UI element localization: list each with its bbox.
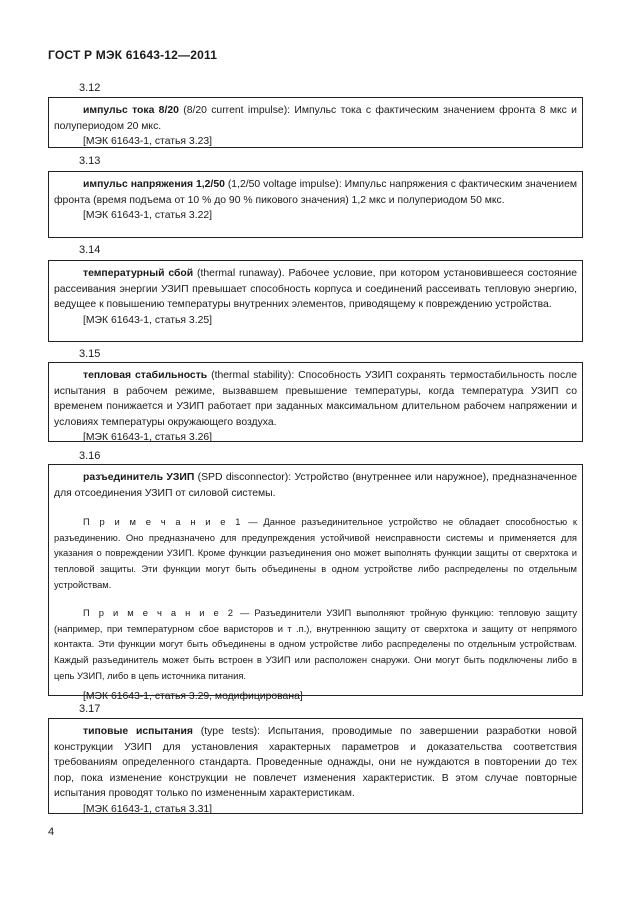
reference: [МЭК 61643-1, статья 3.31] xyxy=(83,803,213,815)
entry-number: 3.12 xyxy=(79,82,101,94)
note-text: — Данное разъединительное устройство не обладает способностью к разъединению. Оно предназначено для предупреждения устойчивой неисправности системы и применяется для указания о повреждении УЗИП. Кроме функции разъединения оно может выполнять функции защиты от сверхтока и тепловой защиты. Эти функции могут быть объединены в одном устройстве либо распределены по отдельным устройствам. xyxy=(54,516,577,590)
reference: [МЭК 61643-1, статья 3.25] xyxy=(83,314,213,326)
definition-box xyxy=(48,97,583,148)
entry-number: 3.13 xyxy=(79,155,101,167)
definition-text xyxy=(54,368,577,430)
definition-text xyxy=(54,177,577,208)
entry-number: 3.15 xyxy=(79,348,101,360)
definition-text xyxy=(54,103,577,134)
page-number: 4 xyxy=(48,826,55,838)
note-text: — Разъединители УЗИП выполняют тройную функцию: тепловую защиту (например, при температурном сбое варисторов и т .п.), внутреннюю защиту от сверхтока и защиту от непрямого контакта. Эти функции могут быть объединены в одном устройстве либо распределены по отдельным устройствам. Каждый разъединитель может быть встроен в УЗИП или расположен снаружи. Они могут быть подключены либо в цепь УЗИП, либо в цепь источника питания. xyxy=(54,607,578,681)
reference: [МЭК 61643-1, статья 3.29, модифицирована] xyxy=(83,691,303,703)
note-label: П р и м е ч а н и е 1 xyxy=(83,516,243,528)
definition-text xyxy=(54,724,577,802)
reference: [МЭК 61643-1, статья 3.23] xyxy=(83,136,213,148)
note-label: П р и м е ч а н и е 2 xyxy=(83,607,236,619)
note-2 xyxy=(54,605,577,683)
definition: (1,2/50 voltage impulse): Импульс напряжения с фактическим значением фронта (время подъема от 10 % до 90 % пикового значения) 1,2 мкс и полупериодом 50 мкс. xyxy=(54,179,578,206)
definition: (thermal runaway). Рабочее условие, при котором установившееся состояние рассеивания энергии УЗИП превышает способность корпуса и соединений рассеивать тепловую энергию, ведущее к повышению температуры внутренних элементов, приводящему к повреждению устройства. xyxy=(54,268,577,311)
document-header: ГОСТ Р МЭК 61643-12—2011 xyxy=(48,48,218,62)
term: импульс тока 8/20 xyxy=(83,105,179,116)
definition-box xyxy=(48,171,583,238)
term: разъединитель УЗИП xyxy=(83,472,195,483)
entry-number: 3.17 xyxy=(79,703,101,715)
reference: [МЭК 61643-1, статья 3.26] xyxy=(83,432,213,444)
term: типовые испытания xyxy=(83,726,193,737)
term: температурный сбой xyxy=(83,268,194,279)
definition-box xyxy=(48,718,583,814)
definition: (SPD disconnector): Устройство (внутреннее или наружное), предназначенное для отсоединения УЗИП от силовой системы. xyxy=(54,472,578,499)
note-1 xyxy=(54,514,577,592)
definition: (8/20 current impulse): Импульс тока с фактическим значением фронта 8 мкс и полупериодом 20 мкс. xyxy=(54,105,577,132)
definition-text xyxy=(54,470,577,501)
definition-text xyxy=(54,266,577,313)
definition-box xyxy=(48,362,583,442)
definition: (type tests): Испытания, проводимые по завершении разработки новой конструкции УЗИП для установления характерных параметров и доказательства соответствия требованиям определенного стандарта. Проведенные однажды, они не нуждаются в повторении до тех пор, пока изменение конструкции не повлечет изменения характеристик. В этом случае повторные испытания проводят только по измененным характеристикам. xyxy=(54,726,577,800)
definition: (thermal stability): Способность УЗИП сохранять термостабильность после испытания в рабочем режиме, вызвавшем превышение температуры, когда температура УЗИП со временем понижается и УЗИП работает при заданных максимальном длительном рабочем напряжении и условиях температуры окружающего воздуха. xyxy=(54,370,577,428)
definition-box xyxy=(48,464,583,703)
term: импульс напряжения 1,2/50 xyxy=(83,179,225,190)
term: тепловая стабильность xyxy=(83,370,208,381)
definition-box xyxy=(48,260,583,342)
entry-number: 3.14 xyxy=(79,244,101,256)
entry-number: 3.16 xyxy=(79,450,101,462)
reference: [МЭК 61643-1, статья 3.22] xyxy=(83,210,213,222)
